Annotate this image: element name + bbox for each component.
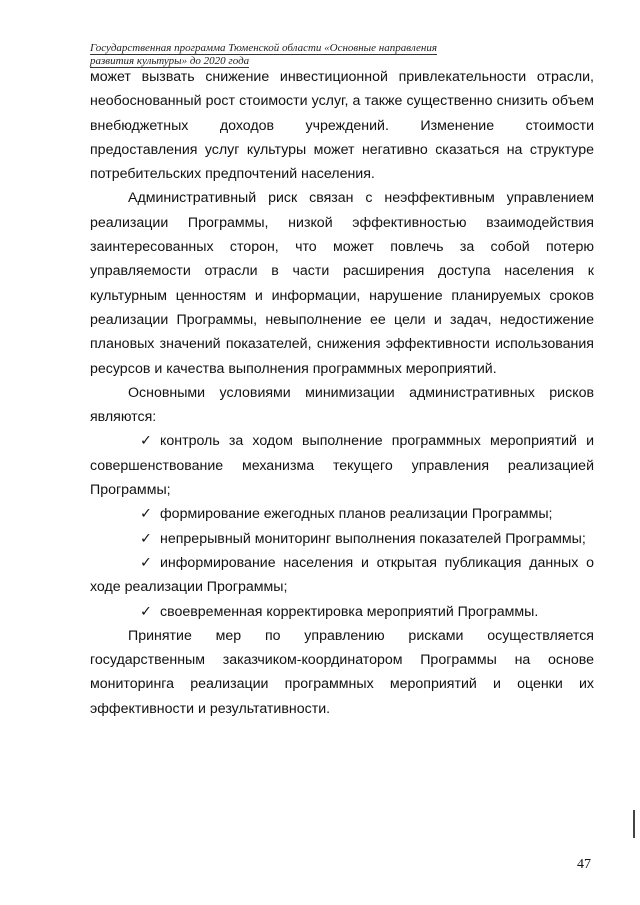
checklist-item xyxy=(90,429,594,502)
margin-mark xyxy=(633,810,635,838)
page-number: 47 xyxy=(577,857,591,872)
header-line-1: Государственная программа Тюменской области «Основные направления xyxy=(90,42,437,54)
check-icon: ✓ xyxy=(140,603,152,620)
checklist-item xyxy=(90,502,594,526)
check-icon: ✓ xyxy=(140,530,152,547)
checklist-item xyxy=(90,551,594,600)
check-icon: ✓ xyxy=(140,433,152,450)
checklist-item xyxy=(90,527,594,551)
paragraph-closing: Принятие мер по управлению рисками осуществляется государственным заказчиком-координатором Программы на основе мониторинга реализации программных мероприятий и оценки их эффективности и результативности. xyxy=(90,627,594,717)
check-icon: ✓ xyxy=(140,554,152,571)
checklist-item-text: формирование ежегодных планов реализации Программы; xyxy=(160,506,553,523)
checklist-item-text: информирование населения и открытая публикация данных о ходе реализации Программы; xyxy=(90,554,594,596)
header-line-2: развития культуры» до 2020 года xyxy=(90,55,250,67)
paragraph-administrative-risk: Административный риск связан с неэффективным управлением реализации Программы, низкой эффективностью взаимодействия заинтересованных сторон, что может повлечь за собой потерю управляемости отрасли в части расширения доступа населения к культурным ценностям и информации, нарушение планируемых сроков реализации Программы, невыполнение ее цели и задач, недостижение плановых значений показателей, снижения эффективности использования ресурсов и качества выполнения программных мероприятий. xyxy=(90,190,594,377)
checklist-item-text: своевременная корректировка мероприятий Программы. xyxy=(160,603,539,620)
checklist-item xyxy=(90,600,594,624)
check-icon: ✓ xyxy=(140,506,152,523)
body-text xyxy=(90,65,594,721)
checklist-item-text: контроль за ходом выполнение программных мероприятий и совершенствование механизма текущего управления реализацией Программы; xyxy=(90,433,594,499)
paragraph-continuation: может вызвать снижение инвестиционной привлекательности отрасли, необоснованный рост стоимости услуг, а также существенно снизить объем внебюджетных доходов учреждений. Изменение стоимости предоставления услуг культуры может негативно сказаться на структуре потребительских предпочтений населения. xyxy=(90,69,594,183)
checklist-item-text: непрерывный мониторинг выполнения показателей Программы; xyxy=(160,530,586,547)
paragraph-conditions-intro: Основными условиями минимизации административных рисков являются: xyxy=(90,384,594,426)
